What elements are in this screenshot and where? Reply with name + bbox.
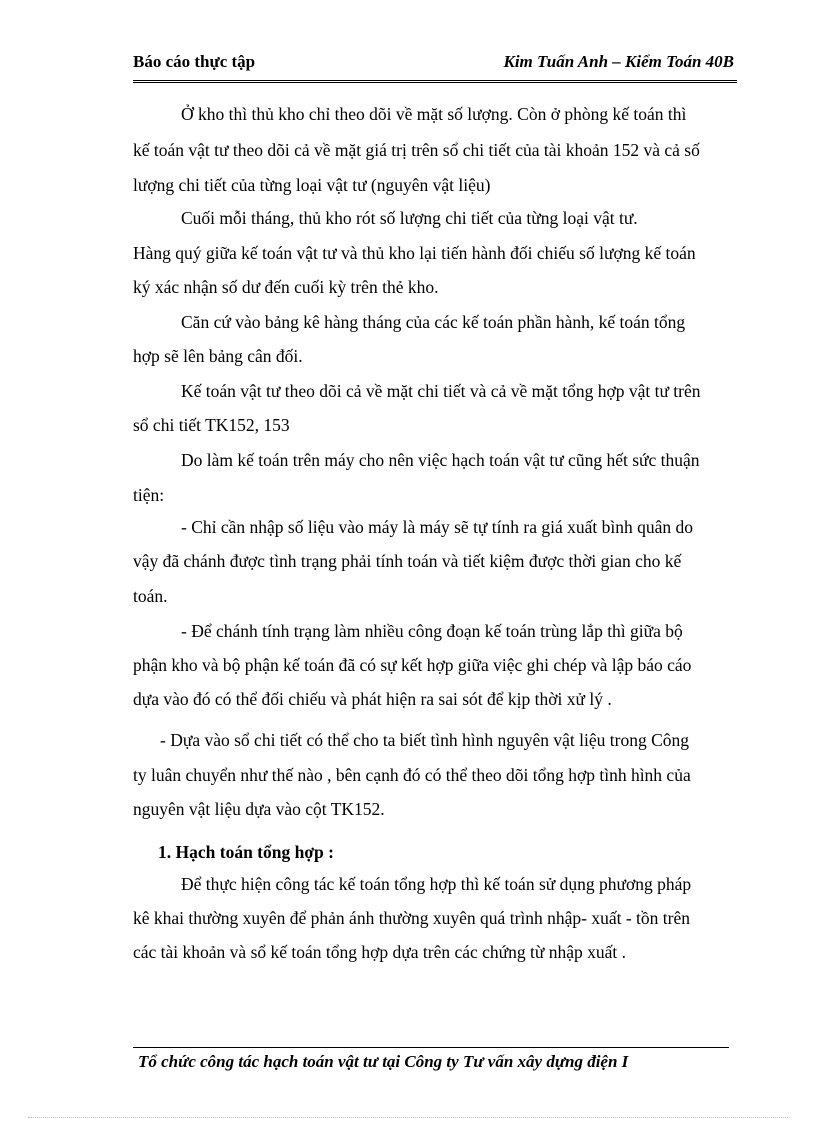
body-line: - Chỉ cần nhập số liệu vào máy là máy sẽ tự tính ra giá xuất bình quân do [181, 517, 694, 537]
page-header [133, 50, 737, 83]
body-line: kế toán vật tư theo dõi cả về mặt giá trị trên sổ chi tiết của tài khoản 152 và cả số [133, 140, 700, 160]
body-line: phận kho và bộ phận kế toán đã có sự kết hợp giữa việc ghi chép và lập báo cáo [133, 655, 692, 675]
body-line: ký xác nhận số dư đến cuối kỳ trên thẻ kho. [133, 277, 439, 297]
body-line: sổ chi tiết TK152, 153 [133, 415, 290, 435]
body-line: hợp sẽ lên bảng cân đối. [133, 346, 303, 366]
body-line: Hàng quý giữa kế toán vật tư và thủ kho lại tiến hành đối chiếu số lượng kế toán [133, 243, 696, 263]
body-line: ty luân chuyển như thế nào , bên cạnh đó có thể theo dõi tổng hợp tình hình của [133, 765, 691, 785]
body-line: lượng chi tiết của từng loại vật tư (nguyên vật liệu) [133, 175, 491, 195]
body-line: Để thực hiện công tác kế toán tổng hợp thì kế toán sử dụng phương pháp [181, 874, 692, 894]
body-line: Căn cứ vào bảng kê hàng tháng của các kế toán phần hành, kế toán tổng [181, 312, 686, 332]
header-report-title: Báo cáo thực tập [133, 52, 256, 71]
body-line: vậy đã chánh được tình trạng phải tính toán và tiết kiệm được thời gian cho kế [133, 551, 682, 571]
body-line: Cuối mỗi tháng, thủ kho rót số lượng chi tiết của từng loại vật tư. [181, 208, 638, 228]
body-line: - Để chánh tính trạng làm nhiều công đoạn kế toán trùng lắp thì giữa bộ [181, 621, 683, 641]
section-heading: 1. Hạch toán tổng hợp : [158, 842, 334, 862]
body-line: Ở kho thì thủ kho chỉ theo dõi về mặt số lượng. Còn ở phòng kế toán thì [181, 104, 687, 124]
body-line: Kế toán vật tư theo dõi cả về mặt chi tiết và cả về mặt tổng hợp vật tư trên [181, 381, 701, 401]
body-line: Do làm kế toán trên máy cho nên việc hạch toán vật tư cũng hết sức thuận [181, 450, 700, 470]
footer-divider [133, 1047, 729, 1048]
body-line: - Dựa vào sổ chi tiết có thể cho ta biết tình hình nguyên vật liệu trong Công [160, 730, 690, 750]
body-line: tiện: [133, 485, 165, 505]
header-author: Kim Tuấn Anh – Kiểm Toán 40B [503, 52, 734, 71]
body-line: dựa vào đó có thể đối chiếu và phát hiện ra sai sót để kịp thời xử lý . [133, 689, 612, 709]
page-footer: Tổ chức công tác hạch toán vật tư tại Công ty Tư vấn xây dựng điện I [138, 1052, 629, 1071]
page-bottom-edge [28, 1117, 788, 1118]
body-line: toán. [133, 586, 168, 606]
body-line: nguyên vật liệu dựa vào cột TK152. [133, 799, 385, 819]
body-line: kê khai thường xuyên để phản ánh thường xuyên quá trình nhập- xuất - tồn trên [133, 908, 691, 928]
body-line: các tài khoản và sổ kế toán tổng hợp dựa trên các chứng từ nhập xuất . [133, 942, 627, 962]
